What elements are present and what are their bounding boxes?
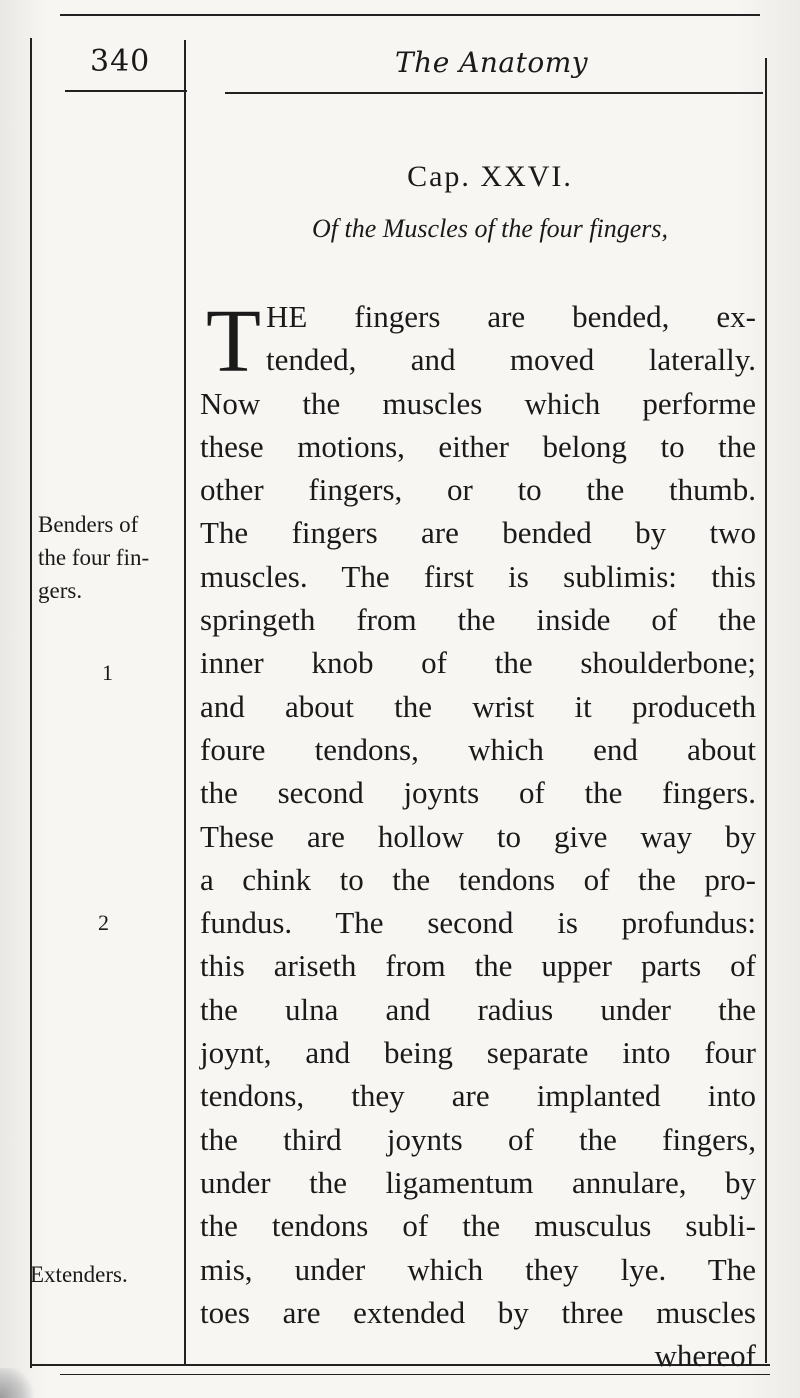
margin-note-benders: Benders of the four fin- gers. (38, 512, 150, 603)
top-rule (60, 14, 760, 16)
text-line: and about the wrist it produceth (200, 688, 756, 724)
page-number: 340 (90, 44, 151, 79)
text-line: toes are extended by three muscles (200, 1294, 756, 1330)
column-divider-rule (184, 40, 186, 1365)
text-line: fundus. The second is profundus: (200, 905, 756, 941)
text-line: These are hollow to give way by (200, 818, 756, 854)
text-line: tendons, they are implanted into (200, 1078, 756, 1114)
catchword: whereof (654, 1338, 756, 1374)
text-line: the ulna and radius under the (200, 991, 756, 1027)
chapter-title: Cap. XXVI. (407, 160, 573, 193)
text-line: tended, and moved laterally. (266, 342, 756, 378)
margin-note-extenders: Extenders. (30, 1262, 128, 1287)
text-line: the third joynts of the fingers, (200, 1121, 756, 1157)
text-line: inner knob of the shoulderbone; (200, 645, 756, 681)
text-line: HE fingers are bended, ex- (266, 299, 756, 334)
left-border-rule (30, 38, 32, 1368)
text-line: muscles. The first is sublimis: this (200, 558, 756, 594)
text-line: springeth from the inside of the (200, 602, 756, 638)
text-line: Now the muscles which performe (200, 385, 756, 421)
text-line: The fingers are bended by two (200, 515, 756, 551)
running-head: The Anatomy (395, 46, 589, 79)
text-line: under the ligamentum annulare, by (200, 1164, 756, 1200)
text-line: the second joynts of the fingers. (200, 775, 756, 811)
text-line: the tendons of the musculus subli- (200, 1208, 756, 1244)
margin-number-1: 1 (102, 660, 113, 685)
page-corner-shadow (0, 1368, 40, 1398)
drop-cap: T (206, 292, 261, 391)
header-underline (225, 92, 763, 94)
text-line: a chink to the tendons of the pro- (200, 861, 756, 897)
text-line: foure tendons, which end about (200, 731, 756, 767)
margin-number-2: 2 (98, 910, 109, 935)
text-line: joynt, and being separate into four (200, 1035, 756, 1071)
text-line: other fingers, or to the thumb. (200, 472, 756, 508)
text-line: these motions, either belong to the (200, 428, 756, 464)
right-border-rule (765, 58, 767, 1363)
text-line: this ariseth from the upper parts of (200, 948, 756, 984)
page-number-underline (65, 90, 187, 92)
body-text (200, 292, 756, 1377)
text-line: mis, under which they lye. The (200, 1251, 756, 1287)
chapter-subtitle: Of the Muscles of the four fingers, (311, 214, 668, 243)
